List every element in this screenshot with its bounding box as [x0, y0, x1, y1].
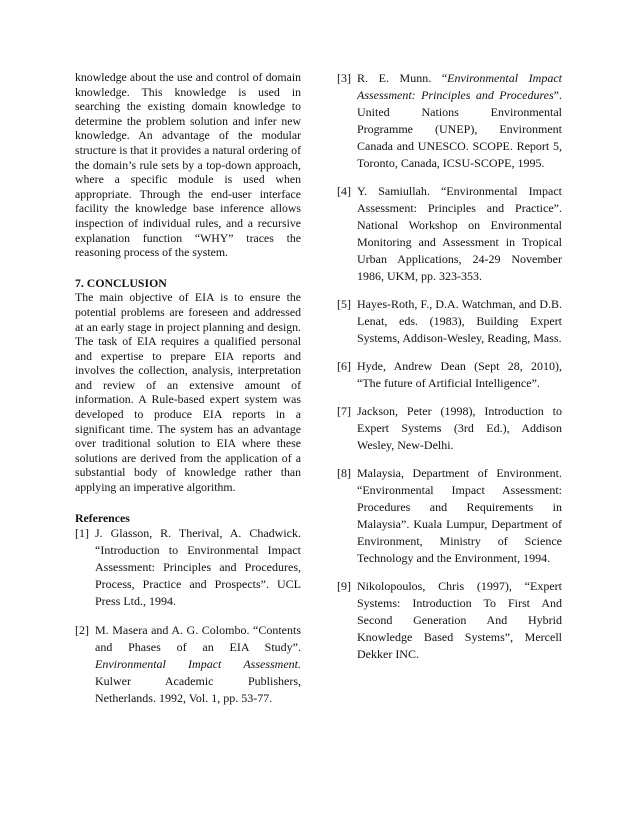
reference-text-tail: Kulwer Academic Publishers, Netherlands. 1992, Vol. 1, pp. 53-77. [95, 674, 301, 706]
reference-number: [2] [75, 623, 89, 638]
reference-text-tail: ”. United Nations Environmental Programme (UNEP), Environment Canada and UNESCO. SCOPE. Report 5, Toronto, Canada, ICSU-SCOPE, 1995. [357, 88, 562, 170]
reference-1 [75, 525, 301, 610]
reference-title: Environmental Impact Assessment: Principles and Procedures [357, 71, 562, 102]
references-heading: References [75, 510, 130, 525]
reference-number: [9] [337, 579, 351, 593]
reference-7 [337, 403, 562, 454]
reference-number: [5] [337, 297, 351, 311]
intro-paragraph: knowledge about the use and control of domain knowledge. This knowledge is used in searching the existing domain knowledge to determine the problem solution and infer new knowledge. An advantage of the modular structure is that it provides a natural ordering of the domain’s rule sets by a top-down approach, where a specific module is used when appropriate. Through the end-user interface facility the knowledge base inference allows inspection of individual rules, and a recursive explanation function “WHY” traces the reasoning process of the system. [75, 70, 301, 260]
reference-8 [337, 465, 562, 567]
reference-5 [337, 296, 562, 347]
reference-text: Hayes-Roth, F., D.A. Watchman, and D.B. Lenat, eds. (1983), Building Expert Systems, Addison-Wesley, Reading, Mass. [357, 297, 562, 345]
reference-number: [1] [75, 526, 89, 541]
reference-text: Jackson, Peter (1998), Introduction to Expert Systems (3rd Ed.), Addison Wesley, New-Delhi. [357, 404, 562, 452]
left-column [75, 70, 301, 707]
reference-number: [4] [337, 184, 351, 198]
reference-number: [8] [337, 466, 351, 480]
reference-6 [337, 358, 562, 392]
reference-9 [337, 578, 562, 663]
reference-text: Hyde, Andrew Dean (Sept 28, 2010), “The future of Artificial Intelligence”. [357, 359, 562, 390]
reference-3 [337, 70, 562, 172]
conclusion-heading: 7. CONCLUSION [75, 275, 167, 290]
conclusion-paragraph: The main objective of EIA is to ensure the potential problems are foreseen and addressed at an early stage in project planning and design. The task of EIA requires a qualified personal and expertise to prepare EIA reports and involves the collection, analysis, interpretation and review of an extensive amount of information. A Rule-based expert system was developed to produce EIA reports in a significant time. The system has an advantage over traditional solution to EIA where these solutions are derived from the application of a substantial body of knowledge rather than applying an imperative algorithm. [75, 290, 301, 495]
reference-2 [75, 622, 301, 707]
reference-text: J. Glasson, R. Therival, A. Chadwick. “Introduction to Environmental Impact Assessment: Principles and Procedures, Process, Practice and Prospects”. UCL Press Ltd., 1994. [95, 526, 301, 609]
reference-4 [337, 183, 562, 285]
reference-number: [7] [337, 404, 351, 418]
reference-number: [6] [337, 359, 351, 373]
reference-text: Malaysia, Department of Environment. “Environmental Impact Assessment: Procedures and Requirements in Malaysia”. Kuala Lumpur, Department of Environment, Ministry of Science Technology and the Environment, 1994. [357, 466, 562, 565]
reference-text: Y. Samiullah. “Environmental Impact Assessment: Principles and Practice”. National Workshop on Environmental Monitoring and Assessment in Tropical Urban Applications, 24-29 November 1986, UKM, pp. 323-353. [357, 184, 562, 283]
reference-number: [3] [337, 71, 351, 85]
reference-journal: Environmental Impact Assessment. [95, 657, 301, 672]
reference-text: Nikolopoulos, Chris (1997), “Expert Systems: Introduction To First And Second Generation And Hybrid Knowledge Based Systems”, Mercell Dekker INC. [357, 579, 562, 661]
right-column [337, 70, 562, 663]
reference-text: R. E. Munn. “ [357, 71, 448, 85]
reference-text: M. Masera and A. G. Colombo. “Contents and Phases of an EIA Study”. [95, 623, 301, 655]
